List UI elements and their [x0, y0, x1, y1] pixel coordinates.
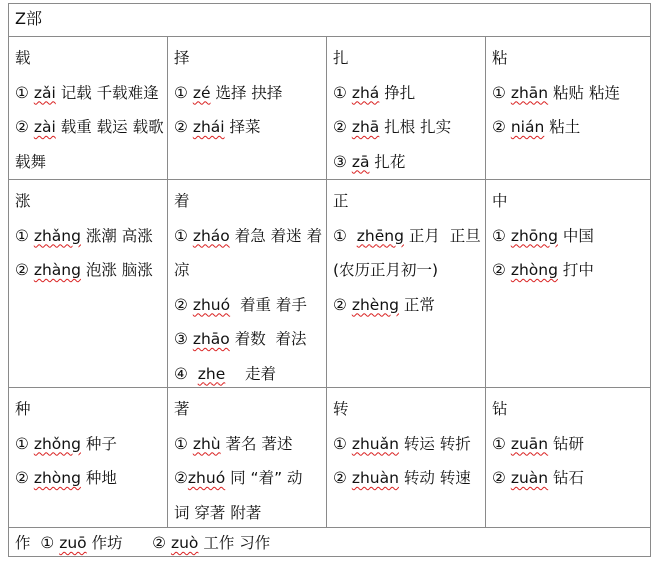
word-text: 种子	[80, 434, 117, 453]
word-text: ③	[174, 330, 193, 348]
pinyin-text: zuàn	[510, 469, 549, 487]
pinyin-text: zhāo	[192, 330, 230, 348]
word-text: 涨潮 高涨	[80, 226, 153, 245]
character-cell	[486, 388, 650, 527]
reading-line	[15, 110, 167, 145]
reading-line	[492, 219, 650, 254]
reading-line	[174, 496, 326, 528]
word-text: ②	[15, 118, 34, 136]
character-cell	[327, 180, 486, 387]
word-text: 同 “着” 动	[225, 469, 303, 487]
table-row	[9, 388, 650, 528]
footer-line	[15, 528, 650, 558]
character-heading: 择	[174, 49, 190, 67]
section-title-row	[9, 4, 650, 37]
word-text: ①	[333, 83, 352, 102]
word-text: ①	[174, 434, 193, 453]
reading-line	[333, 253, 485, 288]
pinyin-text: zhuàn	[351, 469, 399, 487]
reading-line	[174, 110, 326, 145]
pinyin-text: zhēng	[356, 226, 404, 245]
reading-line	[492, 76, 650, 111]
reading-line	[15, 76, 167, 111]
pinyin-text: zháo	[192, 226, 230, 245]
section-title-cell	[9, 4, 650, 36]
character-cell	[168, 388, 327, 527]
pinyin-text: zhǎng	[33, 226, 81, 245]
character-cell	[9, 180, 168, 387]
word-text: ①	[492, 226, 511, 245]
word-text: 著名 著述	[220, 434, 293, 453]
reading-line	[333, 145, 485, 180]
word-text: ①	[174, 83, 193, 102]
word-text: 中国	[557, 226, 594, 245]
reading-line	[174, 322, 326, 357]
word-text: 载舞	[15, 152, 47, 171]
pinyin-text: zhá	[351, 83, 380, 102]
reading-line	[492, 253, 650, 288]
pinyin-text: zhǒng	[33, 434, 81, 453]
word-text: 扎根 扎实	[379, 118, 452, 136]
pinyin-text: zhān	[510, 83, 549, 102]
word-text: 选择 抉择	[210, 83, 283, 102]
character-cell	[327, 37, 486, 179]
reading-line	[333, 461, 485, 496]
character-cell	[9, 388, 168, 527]
pinyin-text: zhàng	[33, 261, 81, 279]
word-text: ②	[333, 469, 352, 487]
character-heading: 种	[15, 400, 31, 418]
pinyin-text: zé	[192, 83, 211, 102]
pinyin-text: zhe	[197, 364, 226, 383]
pinyin-text: zuān	[510, 434, 549, 453]
reading-line	[333, 219, 485, 254]
word-text: 作 ①	[15, 534, 60, 552]
pinyin-text: zhuǎn	[351, 434, 399, 453]
word-text: 泡涨 脑涨	[80, 261, 153, 279]
word-text: ③	[333, 152, 352, 171]
word-text: ②	[174, 469, 188, 487]
word-text: 择菜	[224, 118, 261, 136]
word-text: ②	[174, 295, 193, 314]
pinyin-text: zhái	[192, 118, 225, 136]
pinyin-text: zuò	[170, 534, 199, 552]
word-text: 钻研	[548, 434, 585, 453]
word-text: 凉	[174, 261, 190, 279]
word-text: ④	[174, 364, 198, 383]
footer-row	[9, 528, 650, 558]
reading-line	[174, 253, 326, 288]
word-text: 种地	[80, 469, 117, 487]
word-text: ②	[492, 118, 511, 136]
reading-line	[174, 288, 326, 323]
character-cell	[486, 37, 650, 179]
word-text: 扎花	[369, 152, 406, 171]
word-text: ②	[174, 118, 193, 136]
character-heading: 钻	[492, 400, 508, 418]
character-heading: 正	[333, 192, 349, 210]
word-text: ①	[174, 226, 193, 245]
word-text: ②	[492, 261, 511, 279]
word-text: 着急 着迷 着	[229, 226, 323, 245]
word-text: ①	[333, 434, 352, 453]
word-text: 转运 转折	[398, 434, 471, 453]
pinyin-text: zài	[33, 118, 56, 136]
character-heading: 著	[174, 400, 190, 418]
pronunciation-table	[8, 3, 651, 557]
pinyin-text: zhuó	[192, 295, 231, 314]
word-text: 粘贴 粘连	[548, 83, 620, 102]
table-row	[9, 37, 650, 180]
word-text: ①	[333, 226, 357, 245]
reading-line	[15, 427, 167, 462]
word-text: 转动 转速	[398, 469, 471, 487]
reading-line	[174, 427, 326, 462]
word-text: 正月 正旦	[403, 226, 481, 245]
word-text: ②	[15, 469, 34, 487]
character-heading: 中	[492, 192, 508, 210]
pinyin-text: zhōng	[510, 226, 558, 245]
word-text: 工作 习作	[198, 534, 271, 552]
pinyin-text: zǎi	[33, 83, 56, 102]
word-text: 作坊 ②	[86, 534, 171, 552]
reading-line	[333, 76, 485, 111]
word-text: (农历正月初一)	[333, 261, 439, 279]
footer-cell	[9, 528, 650, 558]
reading-line	[492, 110, 650, 145]
reading-line	[174, 219, 326, 254]
reading-line	[492, 461, 650, 496]
word-text: ①	[15, 226, 34, 245]
pinyin-text: zhā	[351, 118, 380, 136]
character-heading: 扎	[333, 49, 349, 67]
pinyin-text: zhòng	[33, 469, 81, 487]
character-heading: 涨	[15, 192, 31, 210]
character-heading: 粘	[492, 49, 508, 67]
pinyin-text: zā	[351, 152, 370, 171]
word-text: 记载 千载难逢	[55, 83, 159, 102]
reading-line	[174, 357, 326, 388]
section-title: Z部	[15, 9, 42, 28]
character-heading: 着	[174, 192, 190, 210]
word-text: ②	[333, 118, 352, 136]
pinyin-text: zhòng	[510, 261, 558, 279]
word-text: 钻石	[548, 469, 585, 487]
word-text: 词 穿著 附著	[174, 503, 262, 522]
word-text: 着数 着法	[229, 330, 307, 348]
reading-line	[333, 288, 485, 323]
character-cell	[486, 180, 650, 387]
word-text: ②	[15, 261, 34, 279]
word-text: 着重 着手	[230, 295, 307, 314]
word-text: 载重 载运 载歌	[55, 118, 164, 136]
reading-line	[492, 427, 650, 462]
reading-line	[174, 76, 326, 111]
reading-line	[15, 253, 167, 288]
character-heading: 载	[15, 49, 31, 67]
word-text: ②	[492, 469, 511, 487]
pinyin-text: zhèng	[351, 295, 399, 314]
character-heading: 转	[333, 400, 349, 418]
pinyin-text: nián	[510, 118, 545, 136]
reading-line	[15, 461, 167, 496]
word-text: 挣扎	[379, 83, 416, 102]
reading-line	[15, 145, 167, 180]
word-text: 走着	[225, 364, 276, 383]
character-cell	[327, 388, 486, 527]
reading-line	[174, 461, 326, 496]
word-text: 打中	[557, 261, 594, 279]
word-text: 正常	[399, 295, 435, 314]
pinyin-text: zuō	[59, 534, 87, 552]
word-text: ①	[492, 83, 511, 102]
word-text: 粘土	[544, 118, 581, 136]
word-text: ②	[333, 295, 352, 314]
reading-line	[333, 427, 485, 462]
reading-line	[15, 219, 167, 254]
pinyin-text: zhù	[192, 434, 221, 453]
character-cell	[9, 37, 168, 179]
word-text: ①	[15, 83, 34, 102]
table-row	[9, 180, 650, 388]
character-cell	[168, 37, 327, 179]
pinyin-text: zhuó	[187, 469, 226, 487]
character-cell	[168, 180, 327, 387]
reading-line	[333, 110, 485, 145]
word-text: ①	[492, 434, 511, 453]
word-text: ①	[15, 434, 34, 453]
